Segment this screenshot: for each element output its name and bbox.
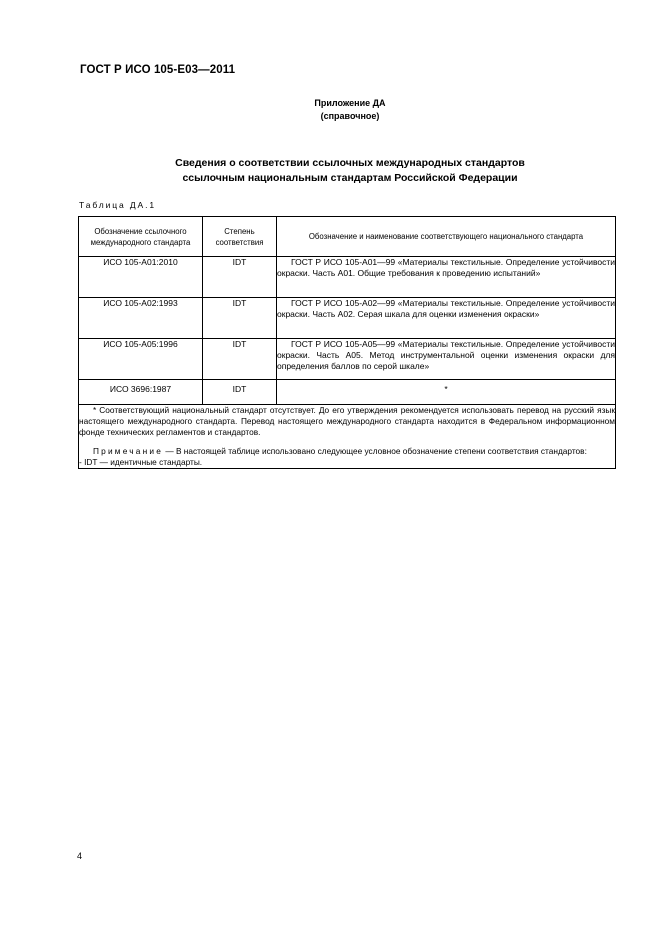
note-item: - IDT — идентичные стандарты.: [79, 457, 203, 467]
section-title: [0, 156, 661, 185]
header-degree-line-2: соответствия: [215, 237, 264, 247]
annex-heading: [0, 97, 661, 123]
note-text: — В настоящей таблице использовано следующее условное обозначение степени соответствия стандартов:: [163, 446, 587, 456]
document-code: ГОСТ Р ИСО 105-Е03—2011: [80, 64, 236, 76]
degree-cell: IDT: [203, 380, 277, 405]
annex-title: Приложение ДА: [314, 98, 386, 108]
table-row: [79, 257, 616, 298]
national-standard-cell: ГОСТ Р ИСО 105-А05—99 «Материалы текстильные. Определение устойчивости окраски. Часть А05. Метод инструментальной оценки изменения окраски для определения баллов по серой шкале»: [277, 339, 616, 380]
standards-table: [78, 216, 616, 469]
header-intl-standard: [79, 217, 203, 257]
national-standard-cell: ГОСТ Р ИСО 105-А02—99 «Материалы текстильные. Определение устойчивости окраски. Часть А02. Серая шкала для оценки изменения окраски»: [277, 298, 616, 339]
degree-cell: IDT: [203, 298, 277, 339]
intl-standard-cell: ИСО 3696:1987: [79, 380, 203, 405]
degree-cell: IDT: [203, 257, 277, 298]
national-standard-cell: ГОСТ Р ИСО 105-А01—99 «Материалы текстильные. Определение устойчивости окраски. Часть А01. Общие требования к проведению испытаний»: [277, 257, 616, 298]
national-standard-cell: *: [277, 380, 616, 405]
table-row: [79, 339, 616, 380]
header-degree: [203, 217, 277, 257]
section-title-line-2: ссылочным национальным стандартам Российской Федерации: [182, 171, 518, 184]
intl-standard-cell: ИСО 105-А05:1996: [79, 339, 203, 380]
intl-standard-cell: ИСО 105-А01:2010: [79, 257, 203, 298]
degree-cell: IDT: [203, 339, 277, 380]
page-number: 4: [77, 851, 83, 861]
footnote: * Соответствующий национальный стандарт отсутствует. До его утверждения рекомендуется использовать перевод на русский язык настоящего международного стандарта. Перевод настоящего международного стандарта находится в Федеральном информационном фонде технических регламентов и стандартов.: [79, 405, 615, 437]
table-footer-row: [79, 405, 616, 469]
note-label: Примечание: [93, 446, 164, 456]
section-title-line-1: Сведения о соответствии ссылочных международных стандартов: [175, 157, 525, 169]
table-row: [79, 298, 616, 339]
header-national-standard: Обозначение и наименование соответствующего национального стандарта: [277, 217, 616, 257]
table-caption: Таблица ДА.1: [79, 200, 157, 210]
intl-standard-cell: ИСО 105-А02:1993: [79, 298, 203, 339]
header-intl-line-1: Обозначение ссылочного: [94, 226, 187, 236]
annex-subtitle: (справочное): [320, 111, 380, 121]
header-degree-line-1: Степень: [224, 226, 255, 236]
table-row: [79, 380, 616, 405]
note: [79, 446, 615, 457]
header-intl-line-2: международного стандарта: [90, 237, 191, 247]
table-header-row: [79, 217, 616, 257]
table-footer: [79, 405, 616, 469]
